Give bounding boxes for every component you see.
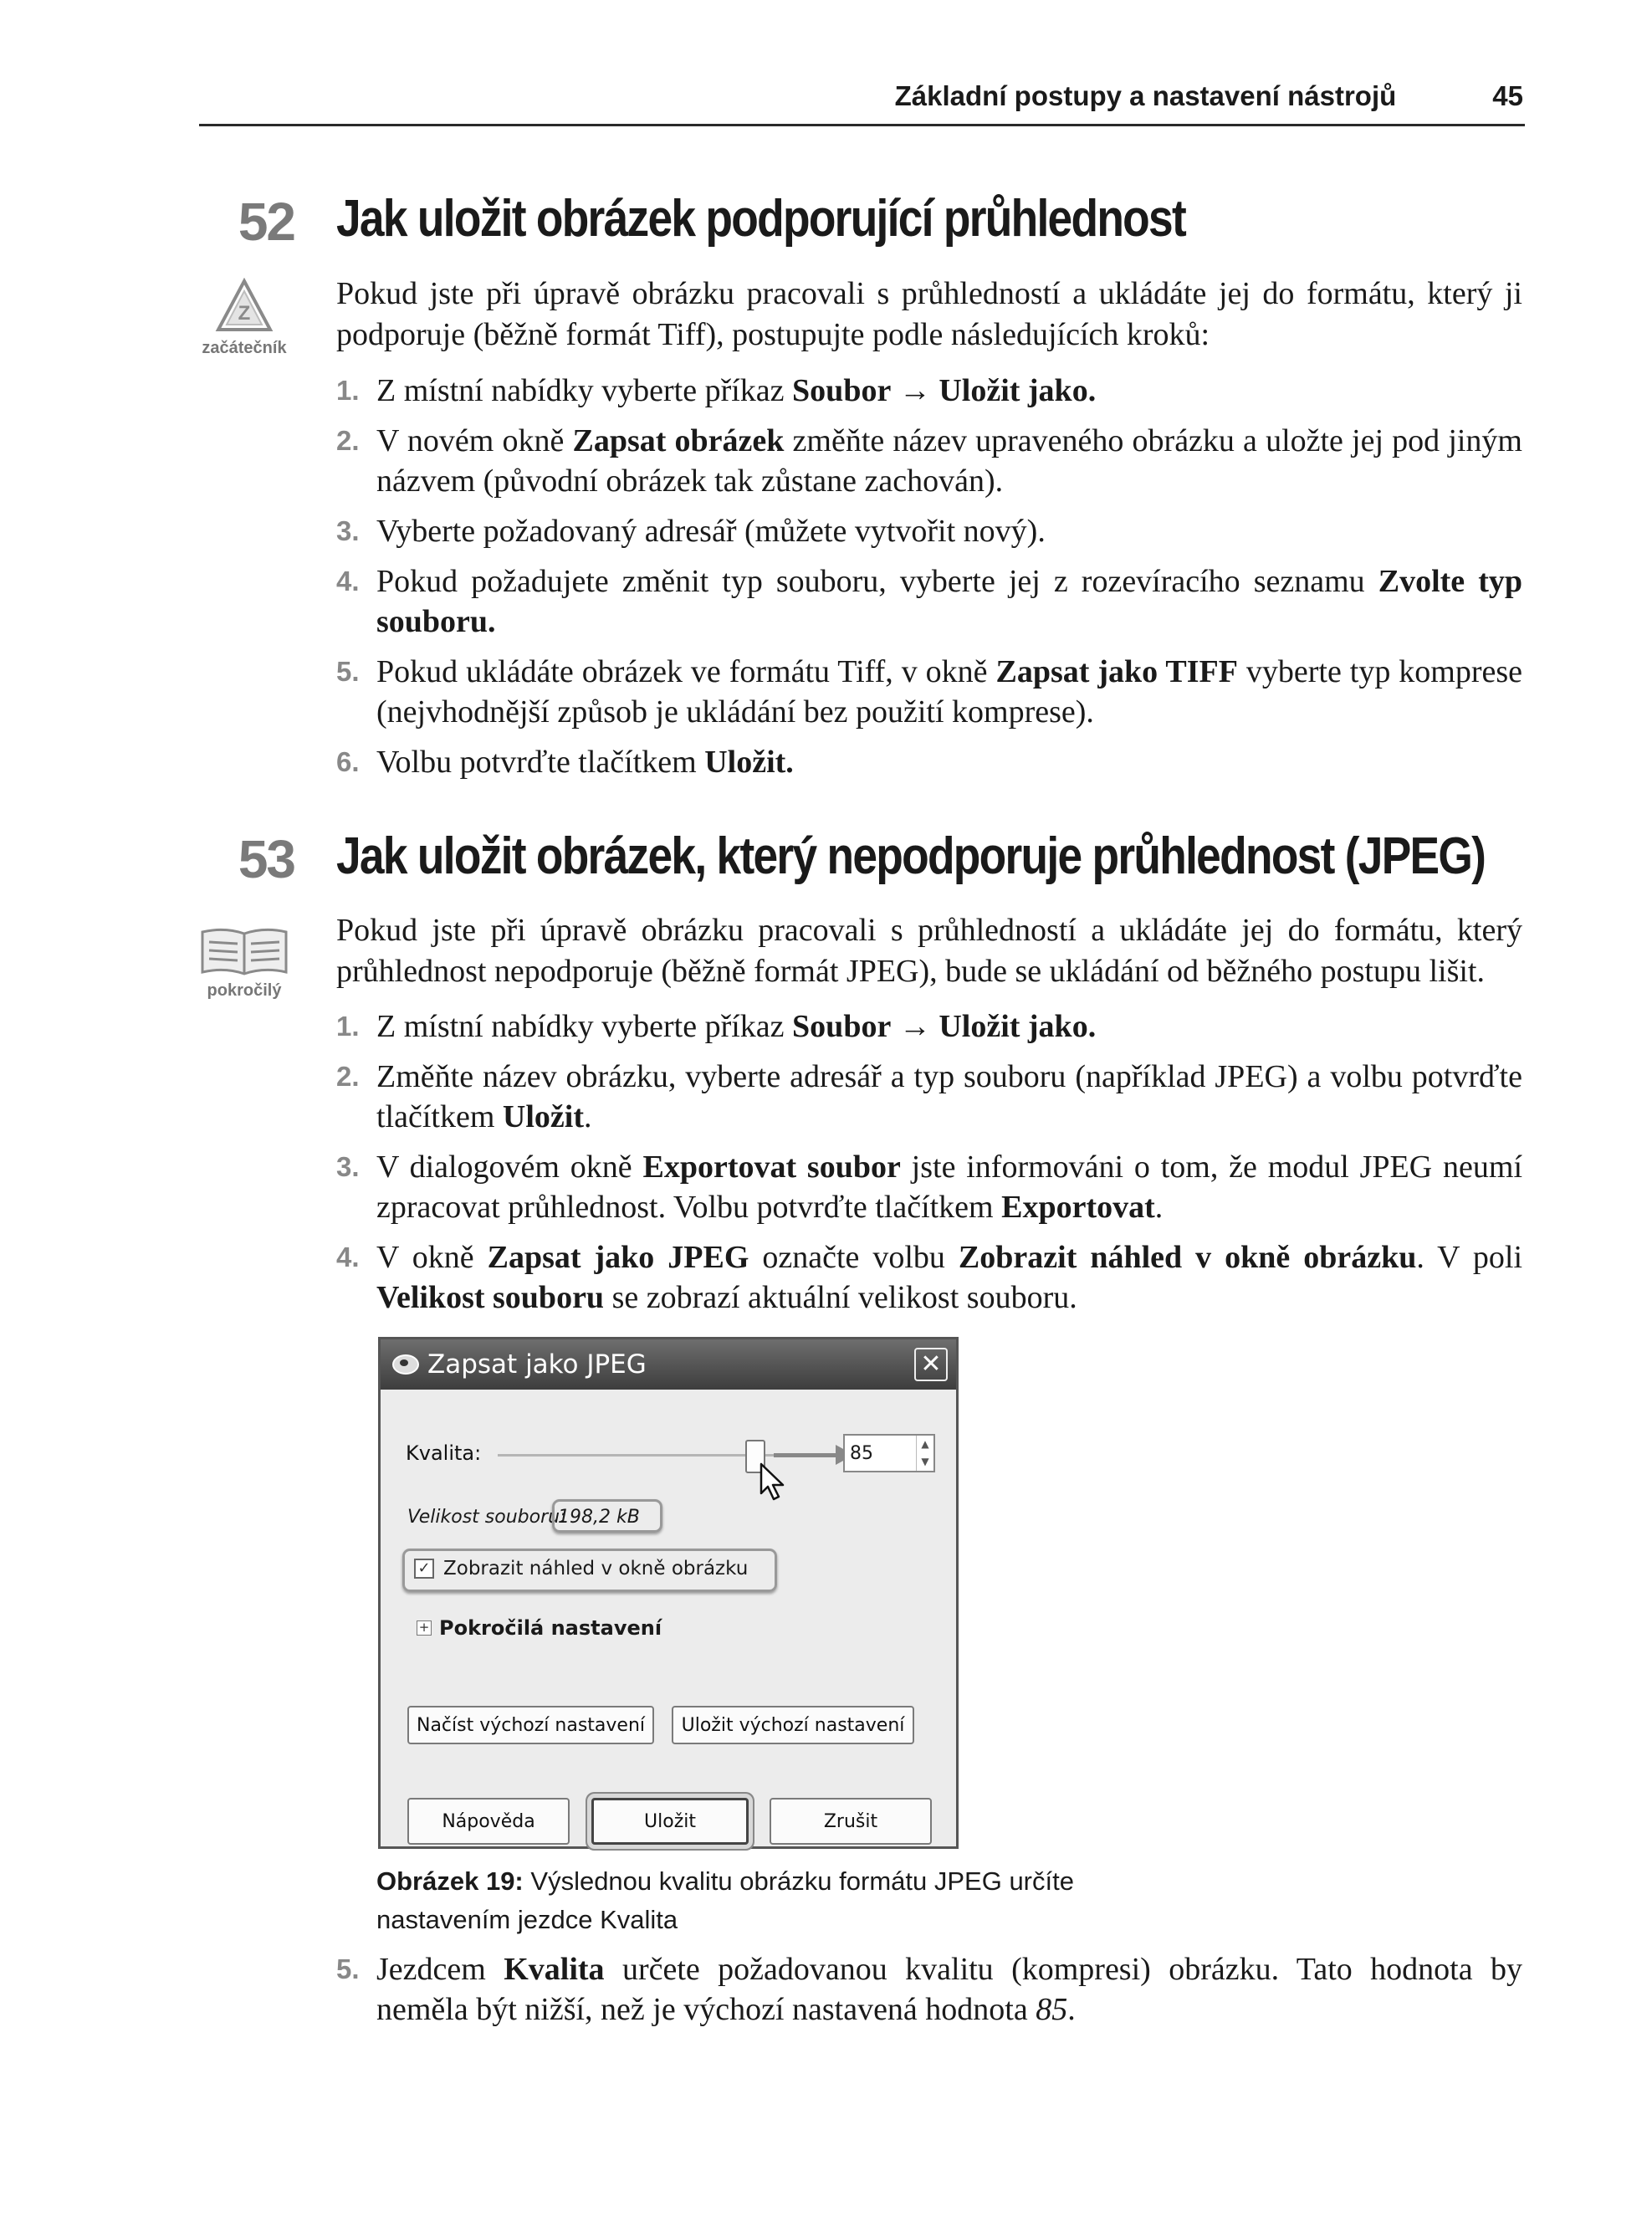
list-item	[336, 1237, 1522, 1318]
warning-triangle-icon	[215, 278, 274, 333]
advanced-settings-expander[interactable]: Pokročilá nastavení	[439, 1616, 662, 1640]
step-text-bold: Uložit jako.	[939, 1009, 1097, 1044]
step-text: Pokud požadujete změnit typ souboru, vyberte jej z rozevíracího seznamu	[376, 564, 1378, 599]
step-text: Vyberte požadovaný adresář (můžete vytvořit nový).	[376, 514, 1046, 549]
spin-up-icon[interactable]: ▲	[921, 1438, 929, 1450]
level-label: začátečník	[202, 339, 287, 357]
level-icon-letter: Z	[238, 302, 251, 325]
step-text-bold: Exportovat soubor	[642, 1149, 901, 1185]
list-item	[336, 1949, 1522, 2030]
step-text-bold: Soubor	[792, 1009, 892, 1044]
save-defaults-button[interactable]: Uložit výchozí nastavení	[672, 1706, 914, 1744]
step-text: .	[1154, 1190, 1164, 1225]
step-text: Z místní nabídky vyberte příkaz	[376, 1009, 793, 1044]
step-number: 3.	[336, 515, 360, 546]
file-size-label: Velikost souboru:	[407, 1507, 566, 1528]
step-text: Změňte název obrázku, vyberte adresář a typ souboru (například JPEG) a volbu potvrďte tlačítkem	[376, 1059, 1522, 1134]
step-number: 5.	[336, 1953, 360, 1984]
step-text: V novém okně	[376, 423, 573, 458]
step-text: →	[891, 1009, 939, 1044]
page-number: 45	[1492, 80, 1523, 111]
step-text-bold: Zobrazit náhled v okně obrázku	[958, 1240, 1417, 1275]
step-number: 1.	[336, 375, 360, 406]
preview-checkbox[interactable]: ✓	[414, 1559, 434, 1579]
dialog-titlebar	[381, 1339, 956, 1390]
step-number: 4.	[336, 566, 360, 596]
save-jpeg-dialog	[378, 1337, 959, 1849]
gimp-app-icon	[392, 1354, 419, 1375]
step-text-bold: Zvolte typ souboru.	[376, 564, 1522, 639]
caption-text: Výslednou kvalitu obrázku formátu JPEG určíte nastavením jezdce Kvalita	[376, 1866, 1074, 1934]
section-title: Jak uložit obrázek podporující průhlednost	[336, 190, 1185, 248]
list-item	[336, 371, 1522, 411]
level-label: pokročilý	[207, 981, 282, 1000]
intro-paragraph: Pokud jste při úpravě obrázku pracovali s průhledností a ukládáte jej do formátu, který ji podporuje (běžně formát Tiff), postupujte podle následujících kroků:	[336, 276, 1522, 352]
file-size-value: 198,2 kB	[558, 1507, 640, 1528]
steps-list	[336, 371, 1522, 792]
step-text: . V poli	[1416, 1240, 1523, 1275]
step-text: se zobrazí aktuální velikost souboru.	[604, 1280, 1077, 1315]
step-text: .	[1067, 1992, 1076, 2027]
list-item	[336, 511, 1522, 551]
step-text: vyberte typ komprese (nejvhodnější způsob je ukládání bez použití komprese).	[376, 654, 1522, 730]
list-item	[336, 1006, 1522, 1047]
step-text: .	[583, 1099, 592, 1134]
step-text-bold: Zapsat jako TIFF	[995, 654, 1238, 689]
step-text: jste informováni o tom, že modul JPEG neumí zpracovat průhlednost. Volbu potvrďte tlačítkem	[376, 1149, 1522, 1225]
step-number: 2.	[336, 1061, 360, 1092]
step-text-bold: Kvalita	[504, 1952, 605, 1987]
list-item	[336, 421, 1522, 501]
section-number: 53	[238, 829, 294, 889]
list-item	[336, 1147, 1522, 1227]
step-number: 4.	[336, 1242, 360, 1272]
caption-prefix: Obrázek 19:	[376, 1866, 524, 1896]
step-text: Volbu potvrďte tlačítkem	[376, 745, 705, 780]
steps-list	[336, 1006, 1522, 1328]
section-number: 52	[238, 192, 294, 252]
step-number: 2.	[336, 425, 360, 456]
step-text: V dialogovém okně	[376, 1149, 643, 1185]
quality-value[interactable]: 85	[850, 1442, 873, 1464]
list-item	[336, 742, 1522, 782]
quality-label: Kvalita:	[406, 1441, 482, 1465]
list-item	[336, 652, 1522, 732]
step-text: V okně	[376, 1240, 488, 1275]
step-text: označte volbu	[749, 1240, 959, 1275]
close-icon[interactable]: ✕	[914, 1348, 948, 1381]
cancel-button[interactable]: Zrušit	[770, 1798, 932, 1845]
book-icon	[199, 927, 289, 975]
mouse-pointer-icon	[759, 1462, 787, 1502]
step-text: Pokud ukládáte obrázek ve formátu Tiff, v okně	[376, 654, 996, 689]
spin-down-icon[interactable]: ▼	[921, 1456, 929, 1467]
arrow-annotation-line	[774, 1453, 839, 1457]
preview-checkbox-label[interactable]: Zobrazit náhled v okně obrázku	[443, 1558, 749, 1579]
step-text: 85	[1036, 1992, 1068, 2027]
steps-list-continued	[336, 1949, 1522, 2040]
step-text-bold: Zapsat jako JPEG	[487, 1240, 749, 1275]
section-title: Jak uložit obrázek, který nepodporuje průhlednost (JPEG)	[336, 827, 1486, 885]
load-defaults-button[interactable]: Načíst výchozí nastavení	[407, 1706, 654, 1744]
step-text: určete požadovanou kvalitu (kompresi) obrázku. Tato hodnota by neměla být nižší, než je výchozí nastavená hodnota	[376, 1952, 1523, 2027]
step-number: 1.	[336, 1011, 360, 1042]
header-rule	[199, 124, 1525, 126]
step-number: 6.	[336, 746, 360, 777]
step-text: změňte název upraveného obrázku a uložte jej pod jiným názvem (původní obrázek tak zůstane zachován).	[376, 423, 1522, 499]
expander-plus-icon[interactable]: +	[417, 1620, 432, 1636]
running-head	[199, 80, 1525, 112]
step-text-bold: Uložit jako.	[939, 373, 1097, 408]
step-text-bold: Soubor	[792, 373, 892, 408]
list-item	[336, 561, 1522, 642]
step-text-bold: Velikost souboru	[376, 1280, 605, 1315]
quality-spinbutton[interactable]	[843, 1434, 935, 1472]
step-text-bold: Exportovat	[1001, 1190, 1155, 1225]
step-text: →	[891, 373, 939, 408]
step-number: 5.	[336, 656, 360, 687]
step-text-bold: Uložit	[502, 1099, 584, 1134]
step-number: 3.	[336, 1151, 360, 1182]
save-button[interactable]: Uložit	[591, 1798, 749, 1845]
level-badge-beginner	[194, 278, 294, 358]
level-badge-advanced	[194, 927, 294, 1001]
step-text-bold: Zapsat obrázek	[572, 423, 785, 458]
help-button[interactable]: Nápověda	[407, 1798, 570, 1845]
step-text: Z místní nabídky vyberte příkaz	[376, 373, 793, 408]
figure-caption	[376, 1862, 1129, 1939]
dialog-title: Zapsat jako JPEG	[427, 1349, 647, 1380]
step-text-bold: Uložit.	[704, 745, 794, 780]
running-title: Základní postupy a nastavení nástrojů	[894, 80, 1397, 111]
step-text: Jezdcem	[376, 1952, 504, 1987]
intro-paragraph: Pokud jste při úpravě obrázku pracovali s průhledností a ukládáte jej do formátu, který průhlednost nepodporuje (běžně formát JPEG), bude se ukládání od běžného postupu lišit.	[336, 913, 1522, 989]
list-item	[336, 1057, 1522, 1137]
